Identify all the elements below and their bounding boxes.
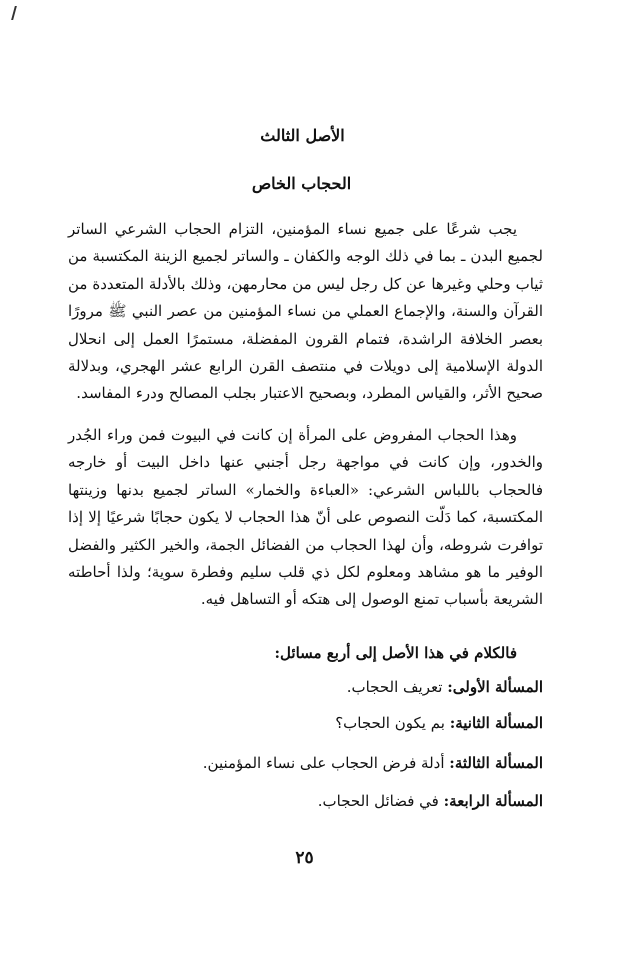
issue-4 xyxy=(318,792,543,810)
issue-2 xyxy=(335,714,543,732)
issue-1-label: المسألة الأولى: xyxy=(447,678,543,696)
issue-4-label: المسألة الرابعة: xyxy=(443,792,543,810)
paragraph-1: يجب شرعًا على جميع نساء المؤمنين، التزام الحجاب الشرعي الساتر لجميع البدن ـ بما في ذلك الوجه والكفان ـ والساتر لجميع الزينة المكتسبة من ثياب وحلي وغيرها عن كل رجل ليس من محارمهن، وذلك بالأدلة المتعددة من القرآن والسنة، والإجماع العملي من نساء المؤمنين من عصر النبي ﷺ مرورًا بعصر الخلافة الراشدة، فتمام القرون المفضلة، مستمرًا العمل إلى انحلال الدولة الإسلامية إلى دويلات في منتصف القرن الرابع عشر الهجري، وبدلالة صحيح الأثر، والقياس المطرد، وبصحيح الاعتبار بجلب المصالح ودرء المفاسد. xyxy=(68,220,543,403)
issue-1 xyxy=(347,678,543,696)
issue-2-text: بم يكون الحجاب؟ xyxy=(335,714,445,732)
issue-4-text: في فضائل الحجاب. xyxy=(317,792,439,810)
issue-3-text: أدلة فرض الحجاب على نساء المؤمنين. xyxy=(202,754,445,772)
paragraph-2: وهذا الحجاب المفروض على المرأة إن كانت في البيوت فمن وراء الجُدر والخدور، وإن كانت في مواجهة رجل أجنبي عنها داخل البيت أو خارجه فالحجاب باللباس الشرعي: «العباءة والخمار» الساتر لجميع بدنها وزينتها المكتسبة، كما دَلّت النصوص على أنّ هذا الحجاب لا يكون حجابًا شرعيًا إلا إذا توافرت شروطه، وأن لهذا الحجاب من الفضائل الجمة، والخير الكثير والفضل الوفير ما هو مشاهد ومعلوم لكل ذي قلب سليم وفطرة سوية؛ ولذا أحاطته الشريعة بأسباب تمنع الوصول إلى هتكه أو التساهل فيه. xyxy=(68,426,543,609)
chapter-title: الأصل الثالث xyxy=(260,126,345,145)
scan-mark xyxy=(11,6,24,20)
section-subtitle: الحجاب الخاص xyxy=(251,174,352,193)
issue-2-label: المسألة الثانية: xyxy=(449,714,543,732)
issues-intro: فالكلام في هذا الأصل إلى أربع مسائل: xyxy=(274,644,517,662)
page-number: ٢٥ xyxy=(295,848,314,868)
issue-1-text: تعريف الحجاب. xyxy=(346,678,443,696)
issue-3 xyxy=(203,754,543,772)
issue-3-label: المسألة الثالثة: xyxy=(449,754,543,772)
